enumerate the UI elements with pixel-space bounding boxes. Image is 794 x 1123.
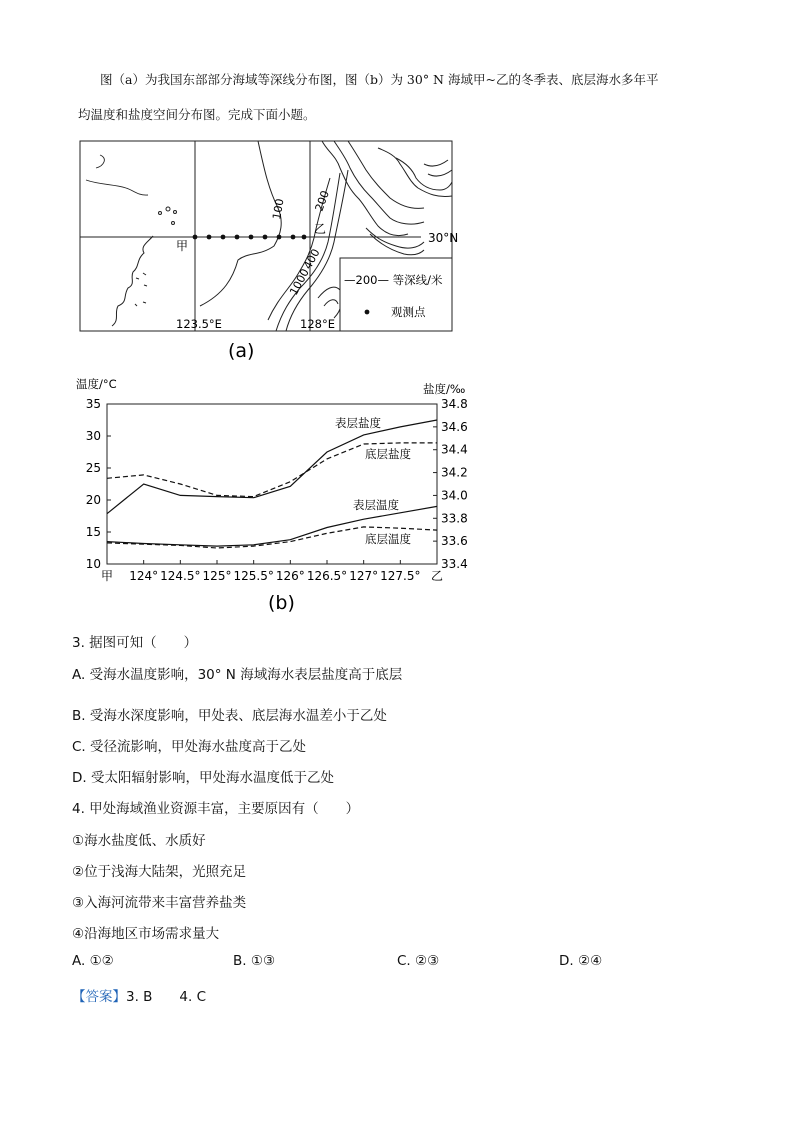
y-left-tick-label: 20 [85,493,101,507]
x-tick-label: 127° [349,569,379,583]
series-label-bottom-temp: 底层温度 [365,532,411,546]
label-contour-1000: 1000 [287,266,312,298]
y-left-tick-label: 15 [85,525,101,539]
y-axis-right [433,397,468,571]
obs-point [207,235,212,240]
y-right-tick-label: 34.6 [441,419,468,434]
caption-b: (b) [268,592,295,614]
label-contour-400: 400 [301,246,323,272]
intro-line-2: 均温度和盐度空间分布图。完成下面小题。 [78,107,316,122]
obs-point [302,235,307,240]
x-tick-label: 126.5° [306,569,348,583]
answer-tag: 【答案】 [72,989,126,1005]
caption-a: (a) [228,340,255,362]
label-contour-200: 200 [312,188,333,214]
x-tick-label: 127.5° [380,569,421,583]
q4-option-c: C. ②③ [397,953,440,969]
label-128e: 128°E [300,317,335,331]
label-yi: 乙 [314,222,327,236]
x-tick-label: 乙 [430,569,444,583]
x-tick-label: 125° [202,569,232,583]
obs-point [235,235,240,240]
y-left-tick-label: 30 [85,429,101,443]
q4-item-4: ④沿海地区市场需求量大 [72,926,220,942]
q3-option-b: B. 受海水深度影响，甲处表、底层海水温差小于乙处 [72,708,387,724]
y-right-tick-label: 34.2 [441,465,468,480]
x-tick-label: 124.5° [160,569,201,583]
map-legend [340,258,452,331]
x-tick-label: 甲 [100,569,114,583]
y-right-tick-label: 34.8 [441,397,468,411]
q4-item-2: ②位于浅海大陆架，光照充足 [72,864,247,880]
series-label-surface-temp: 表层温度 [353,498,399,512]
y-right-tick-label: 34.4 [441,442,468,457]
answer-text: 3. B 4. C [126,989,207,1005]
q3-option-c: C. 受径流影响，甲处海水盐度高于乙处 [72,739,307,755]
y-left-tick-label: 25 [85,461,101,475]
q3-stem: 3. 据图可知（ ） [72,635,198,651]
intro-line-1: 图（a）为我国东部部分海域等深线分布图，图（b）为 30° N 海域甲~乙的冬季表、底层海水多年平 [100,72,659,87]
obs-point [221,235,226,240]
chart-svg [70,373,470,618]
label-jia: 甲 [176,239,189,253]
label-contour-100: 100 [270,197,287,221]
obs-point [263,235,268,240]
q4-item-1: ①海水盐度低、水质好 [72,833,206,849]
obs-point [193,235,198,240]
x-tick-label: 124° [129,569,159,583]
label-30n: 30°N [428,231,458,245]
legend-contour: —200— 等深线/米 [344,273,443,287]
obs-point [249,235,254,240]
q4-option-a: A. ①② [72,953,114,969]
obs-point [291,235,296,240]
ylabel-left: 温度/°C [76,377,117,391]
series-label-bottom-salinity: 底层盐度 [365,447,411,461]
series-lines [107,420,437,548]
q4-option-b: B. ①③ [233,953,276,969]
y-left-tick-label: 35 [85,397,101,411]
label-123-5e: 123.5°E [176,317,222,331]
intro-text [78,62,728,132]
obs-point [277,235,282,240]
ylabel-right: 盐度/‰ [423,382,466,396]
y-right-tick-label: 33.8 [441,511,468,526]
q3-option-d: D. 受太阳辐射影响，甲处海水温度低于乙处 [72,770,334,786]
x-tick-label: 126° [275,569,305,583]
figure-a-map [78,138,458,367]
q4-option-d: D. ②④ [559,953,603,969]
q4-item-3: ③入海河流带来丰富营养盐类 [72,895,247,911]
series-label-surface-salinity: 表层盐度 [335,416,381,430]
y-left-tick-label: 10 [85,557,101,571]
y-right-tick-label: 33.4 [441,557,468,571]
y-right-tick-label: 33.6 [441,534,468,549]
x-axis [101,560,443,583]
q3-option-a: A. 受海水温度影响，30° N 海域海水表层盐度高于底层 [72,667,403,683]
legend-point: 观测点 [391,305,426,319]
x-tick-label: 125.5° [233,569,274,583]
q4-stem: 4. 甲处海域渔业资源丰富，主要原因有（ ） [72,801,360,817]
map-svg [78,138,458,363]
answer-line [72,985,206,1005]
figure-b-chart [70,373,470,622]
y-right-tick-label: 34.0 [441,488,468,503]
legend-point-icon [365,310,370,315]
